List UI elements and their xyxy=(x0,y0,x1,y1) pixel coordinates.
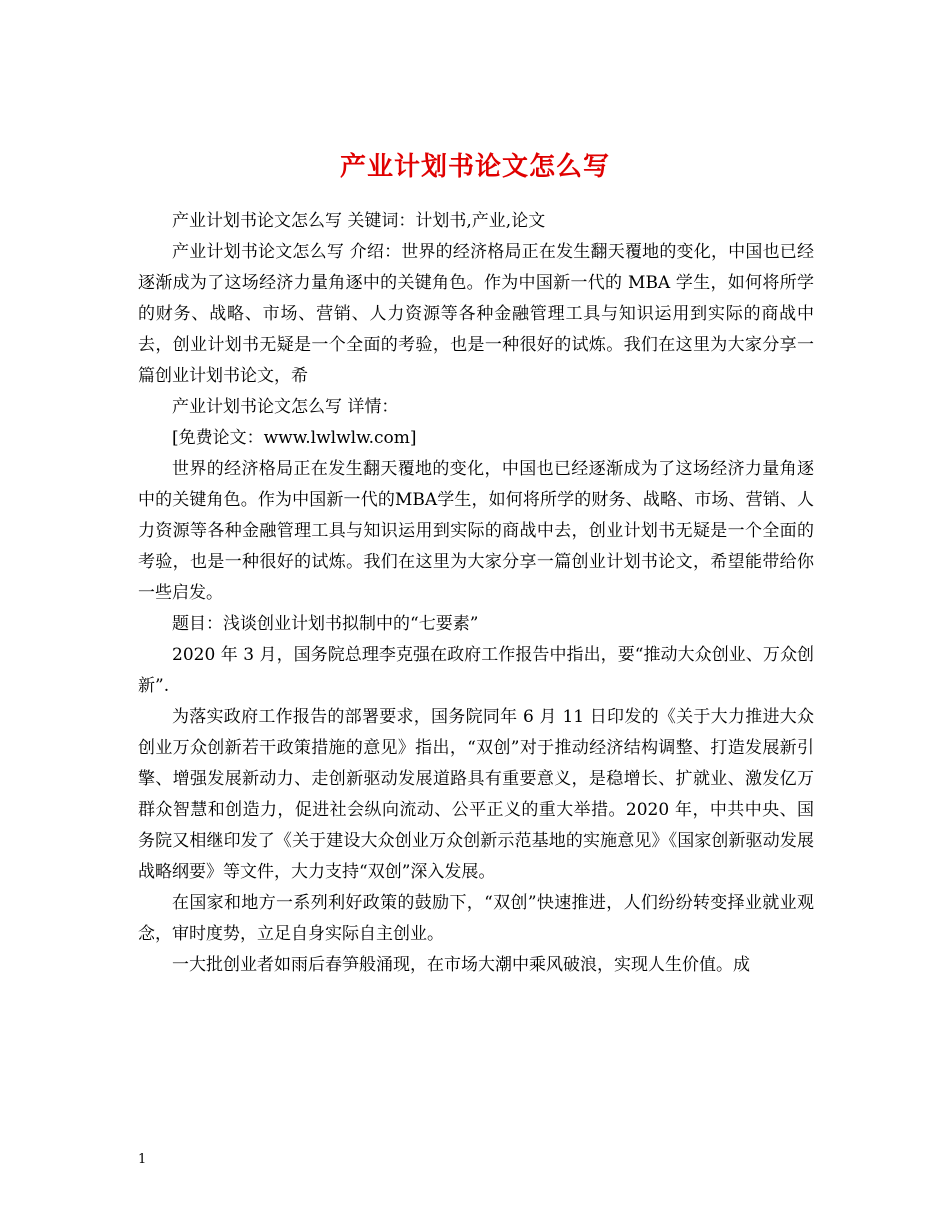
keywords-paragraph: 产业计划书论文怎么写 关键词：计划书,产业,论文 xyxy=(172,211,546,231)
body-paragraph: 一大批创业者如雨后春笋般涌现，在市场大潮中乘风破浪，实现人生价值。成 xyxy=(172,955,750,975)
body-paragraph: 2020 年 3 月，国务院总理李克强在政府工作报告中指出，要“推动大众创业、万众创新”. xyxy=(138,645,814,696)
body-paragraph: 为落实政府工作报告的部署要求，国务院同年 6 月 11 日印发的《关于大力推进大众创业万众创新若干政策措施的意见》指出，“双创”对于推动经济结构调整、打造发展新引擎、增强发展新动力、走创新驱动发展道路具有重要意义，是稳增长、扩就业、激发亿万群众智慧和创造力，促进社会纵向流动、公平正义的重大举措。2020 年，中共中央、国务院又相继印发了《关于建设大众创业万众创新示范基地的实施意见》《国家创新驱动发展战略纲要》等文件，大力支持“双创”深入发展。 xyxy=(138,707,814,882)
topic-paragraph: 题目：浅谈创业计划书拟制中的“七要素” xyxy=(172,614,479,634)
page-number: 1 xyxy=(138,1152,147,1167)
body-paragraph: 世界的经济格局正在发生翻天覆地的变化，中国也已经逐渐成为了这场经济力量角逐中的关键角色。作为中国新一代的MBA学生，如何将所学的财务、战略、市场、营销、人力资源等各种金融管理工具与知识运用到实际的商战中去，创业计划书无疑是一个全面的考验，也是一种很好的试炼。我们在这里为大家分享一篇创业计划书论文，希望能带给你一些启发。 xyxy=(138,459,814,603)
details-heading: 产业计划书论文怎么写 详情： xyxy=(172,397,399,417)
intro-paragraph: 产业计划书论文怎么写 介绍：世界的经济格局正在发生翻天覆地的变化，中国也已经逐渐成为了这场经济力量角逐中的关键角色。作为中国新一代的 MBA 学生，如何将所学的财务、战略、市场、营销、人力资源等各种金融管理工具与知识运用到实际的商战中去，创业计划书无疑是一个全面的考验，也是一种很好的试炼。我们在这里为大家分享一篇创业计划书论文，希 xyxy=(138,242,814,386)
body-paragraph: 在国家和地方一系列利好政策的鼓励下，“双创”快速推进，人们纷纷转变择业就业观念，审时度势，立足自身实际自主创业。 xyxy=(138,893,814,944)
document-title: 产业计划书论文怎么写 xyxy=(339,152,610,183)
document-body xyxy=(138,206,814,981)
source-note: [免费论文：www.lwlwlw.com] xyxy=(172,428,417,448)
